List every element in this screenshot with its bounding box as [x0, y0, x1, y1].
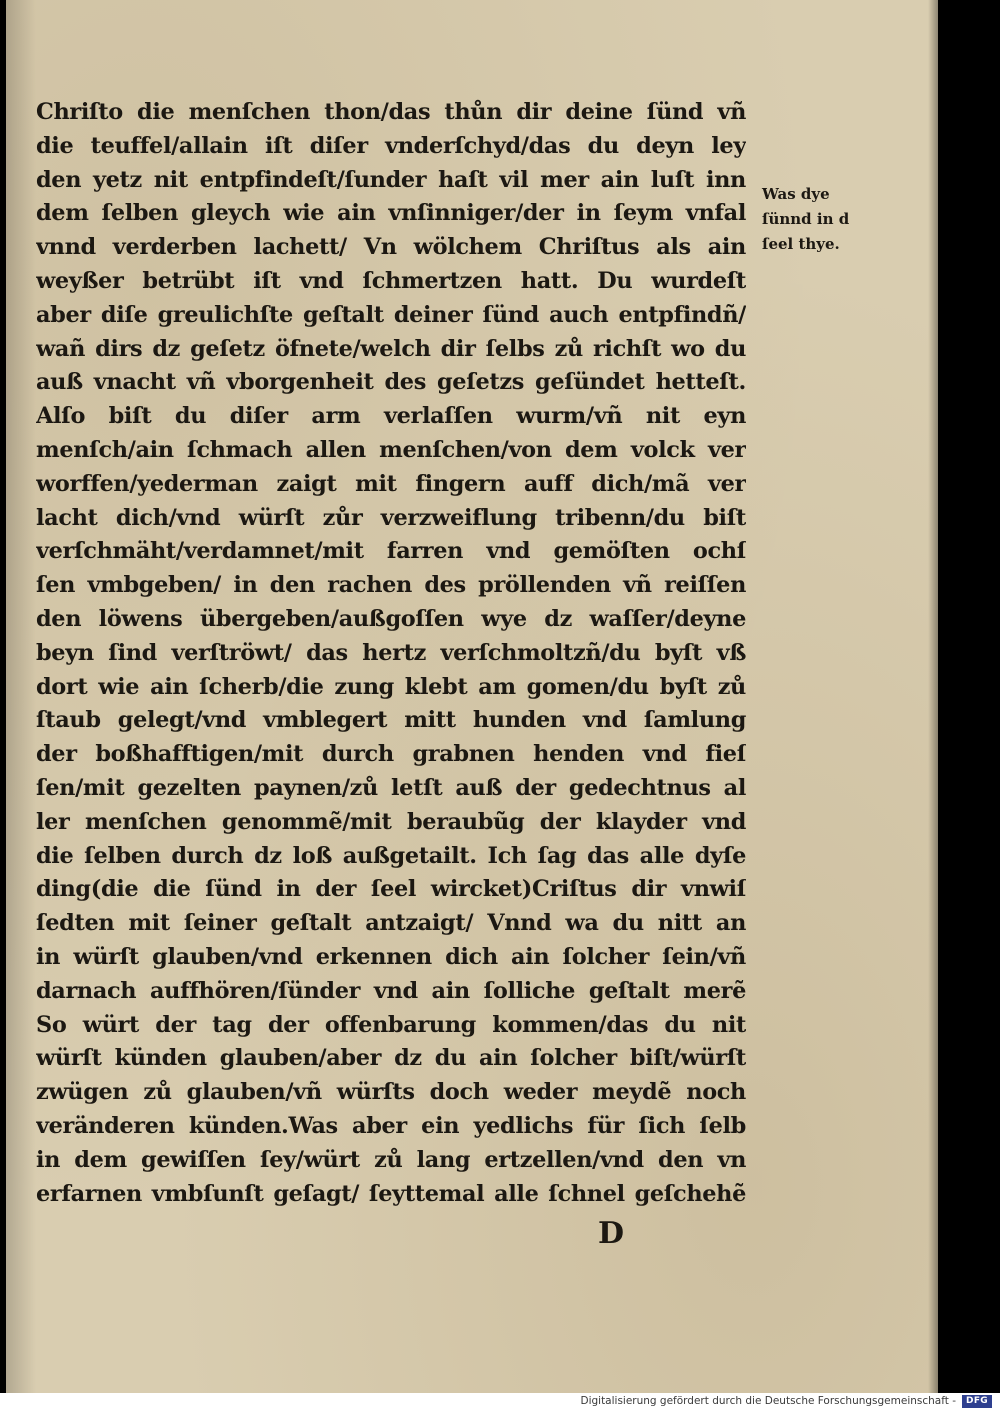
text-line: ſen vmbgeben/ in den rachen des pröllenden vñ reiſſen	[36, 572, 746, 599]
text-line: Alſo biſt du diſer arm verlaſſen wurm/vñ nit eyn	[36, 403, 746, 430]
scanned-page	[6, 0, 938, 1393]
text-line: wañ dirs dz geſetz öfnete/welch dir ſelbs zů richſt wo du	[36, 335, 746, 362]
text-line: den löwens übergeben/außgoſſen wye dz waſſer/deyne	[36, 605, 746, 632]
text-line: ſtaub gelegt/vnd vmblegert mitt hunden vnd ſamlung	[36, 707, 746, 734]
text-line: erfarnen vmbſunſt geſagt/ ſeyttemal alle ſchnel geſchehẽ	[36, 1180, 746, 1207]
text-line: ſen/mit gezelten paynen/zů letſt auß der gedechtnus al	[36, 774, 746, 801]
text-line: veränderen künden.Was aber ein yedlichs für ſich ſelb	[36, 1112, 746, 1139]
text-line: dem ſelben gleych wie ain vnſinniger/der in ſeym vnfal	[36, 200, 746, 227]
text-line: lacht dich/vnd würſt zůr verzweiflung tribenn/du biſt	[36, 504, 746, 531]
main-text-block	[36, 96, 746, 1211]
text-line: aber diſe greulichſte geſtalt deiner ſünd auch entpfindñ/	[36, 301, 746, 328]
dfg-logo: DFG	[962, 1395, 992, 1408]
text-line: vnnd verderben lachett/ Vn wölchem Chriſtus als ain	[36, 234, 746, 261]
text-line: die teuffel/allain iſt diſer vnderſchyd/das du deyn ley	[36, 132, 746, 159]
text-line: in würſt glauben/vnd erkennen dich ain ſolcher ſein/vñ	[36, 943, 746, 970]
catchword: D	[598, 1216, 625, 1251]
text-line: worffen/yederman zaigt mit fingern auff dich/mã ver	[36, 470, 746, 497]
text-line: der boßhafftigen/mit durch grabnen henden vnd fieſ	[36, 741, 746, 768]
marginal-note	[762, 182, 862, 257]
text-line: weyßer betrübt iſt vnd ſchmertzen hatt. Du wurdeſt	[36, 267, 746, 294]
text-line: den yetz nit entpfindeſt/ſunder haſt vil mer ain luſt inn	[36, 166, 746, 193]
marginal-note-line: Was dye	[762, 185, 830, 203]
text-line: menſch/ain ſchmach allen menſchen/von dem volck ver	[36, 436, 746, 463]
text-line: So würt der tag der offenbarung kommen/das du nit	[36, 1011, 746, 1038]
text-line: zwügen zů glauben/vñ würſts doch weder meydẽ noch	[36, 1079, 746, 1106]
footer-bar	[0, 1393, 1000, 1410]
text-line: die ſelben durch dz loß außgetailt. Ich ſag das alle dyſe	[36, 842, 746, 869]
text-line: ler menſchen genommẽ/mit beraubũg der klayder vnd	[36, 808, 746, 835]
text-line: verſchmäht/verdamnet/mit farren vnd gemöſten ochſ	[36, 538, 746, 565]
text-line: in dem gewiſſen ſey/würt zů lang ertzellen/vnd den vn	[36, 1146, 746, 1173]
marginal-note-line: ſünnd in d	[762, 210, 850, 228]
marginal-note-line: ſeel thye.	[762, 235, 840, 253]
text-line: darnach auffhören/ſünder vnd ain ſolliche geſtalt merẽ	[36, 977, 746, 1004]
text-line: würſt künden glauben/aber dz du ain ſolcher biſt/würſt	[36, 1045, 746, 1072]
text-line: beyn ſind verſtröwt/ das hertz verſchmoltzñ/du byſt vß	[36, 639, 746, 666]
text-line: ſedten mit ſeiner geſtalt antzaigt/ Vnnd wa du nitt an	[36, 910, 746, 937]
text-line: auß vnacht vñ vborgenheit des geſetzs geſündet hetteſt.	[36, 369, 746, 396]
text-line: Chriſto die menſchen thon/das thůn dir deine ſünd vñ	[36, 99, 746, 125]
text-line: dort wie ain ſcherb/die zung klebt am gomen/du byſt zů	[36, 673, 746, 700]
text-line: ding(die die ſünd in der ſeel wircket)Criſtus dir vnwiſ	[36, 876, 746, 903]
footer-credit: Digitalisierung gefördert durch die Deutsche Forschungsgemeinschaft -	[580, 1395, 956, 1407]
